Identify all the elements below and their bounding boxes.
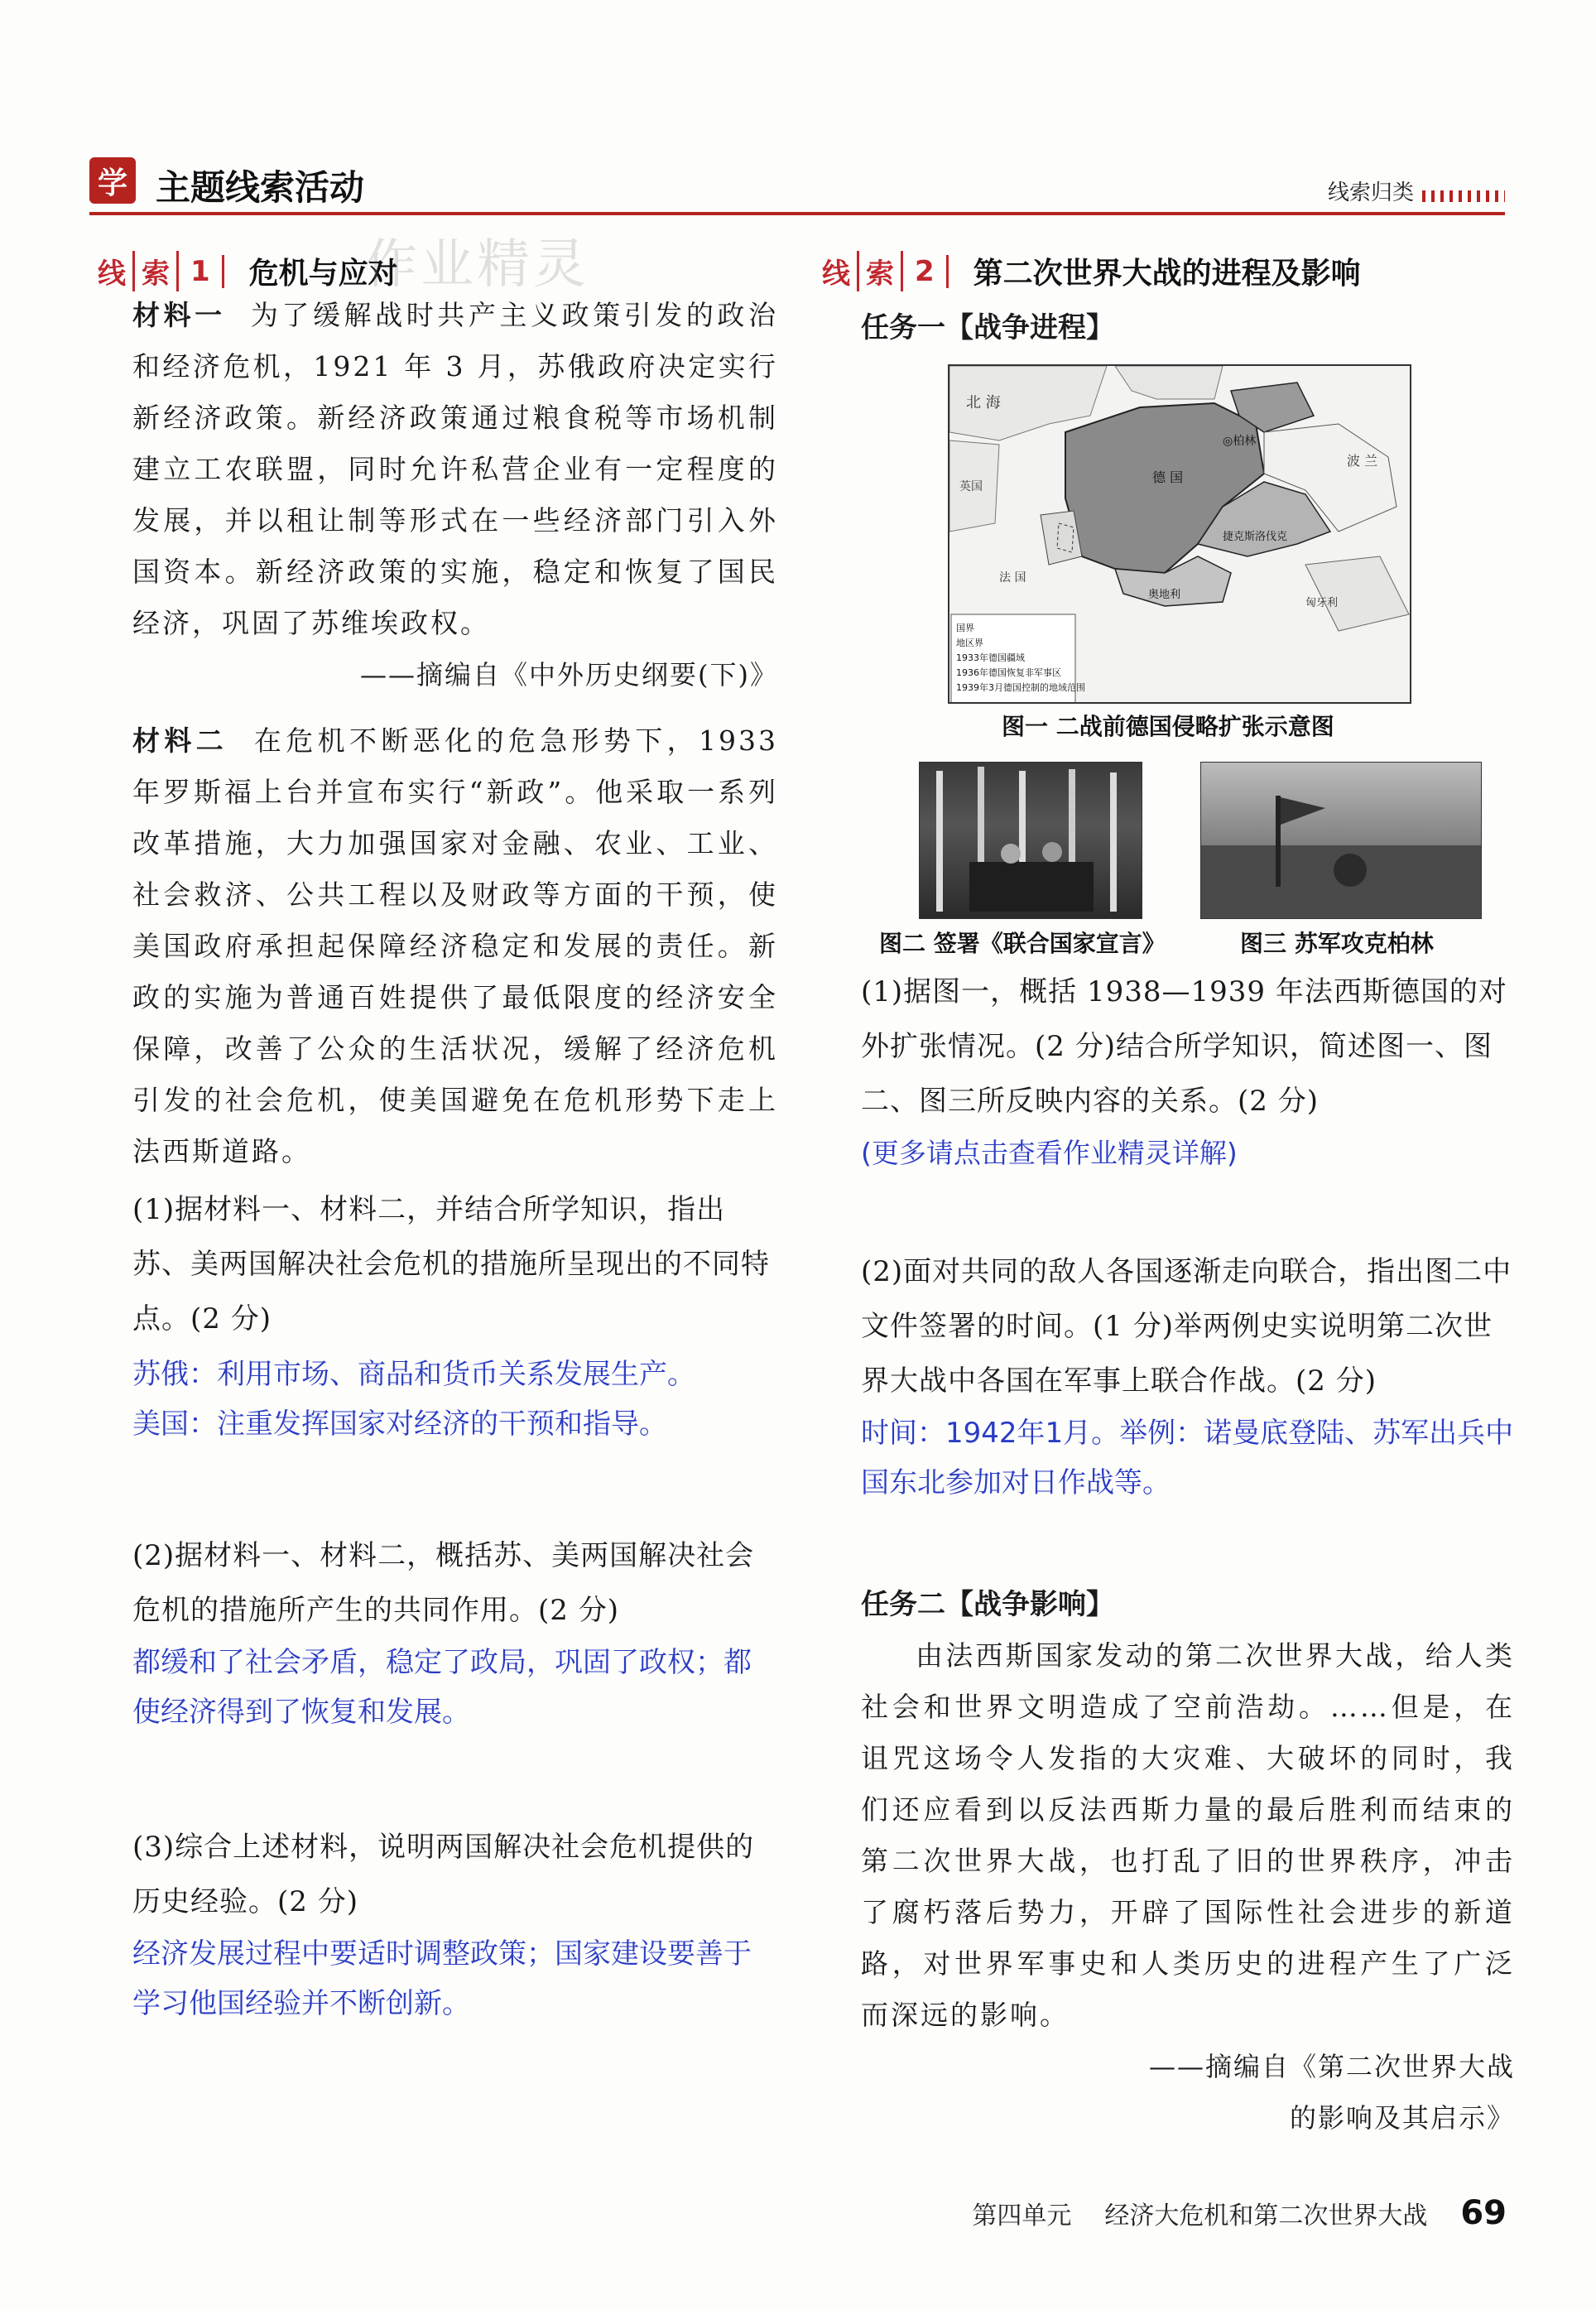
question-3: (3)综合上述材料，说明两国解决社会危机提供的历史经验。(2 分) — [132, 1831, 755, 1918]
section-header — [89, 157, 1505, 215]
map-label-berlin: ◎柏林 — [1223, 435, 1257, 448]
answer-1-line-2: 美国：注重发挥国家对经济的干预和指导。 — [132, 1408, 667, 1441]
task-2-title: 任务二【战争影响】 — [861, 1588, 1114, 1621]
figure-2-photo — [919, 762, 1142, 919]
figure-3-photo — [1200, 762, 1482, 919]
question-1: (1)据材料一、材料二，并结合所学知识，指出苏、美两国解决社会危机的措施所呈现出的不同特点。(2 分) — [132, 1193, 770, 1335]
figure-2-caption: 图二 签署《联合国家宣言》 — [879, 930, 1166, 957]
map-svg — [949, 366, 1411, 704]
question-2: (2)据材料一、材料二，概括苏、美两国解决社会危机的措施所产生的共同作用。(2 分) — [132, 1539, 755, 1627]
material-2-text: 在危机不断恶化的危急形势下，1933 年罗斯福上台并宣布实行“新政”。他采取一系列改革措施，大力加强国家对金融、农业、工业、社会救济、公共工程以及财政等方面的干预，使美国政府承担起保障经济稳定和发展的责任。新政的实施为普通百姓提供了最低限度的经济安全保障，改善了公众的生活状况，缓解了经济危机引发的社会危机，使美国避免在危机形势下走上法西斯道路。 — [132, 724, 779, 1167]
clue-1-label — [91, 250, 398, 292]
material-2-label: 材料二 — [132, 724, 228, 757]
clue-1-title: 危机与应对 — [248, 257, 398, 291]
map-legend-3: 1933年德国疆域 — [956, 652, 1025, 663]
task-2-text: 由法西斯国家发动的第二次世界大战，给人类社会和世界文明造成了空前浩劫。……但是，在诅咒这场令人发指的大灾难、大破坏的同时，我们还应看到以反法西斯力量的最后胜利而结束的第二次世界大战，也打乱了旧的世界秩序，冲击了腐朽落后势力，开辟了国际性社会进步的新道路，对世界军事史和人类历史的进程产生了广泛而深远的影响。 — [861, 1639, 1515, 2031]
answer-3: 经济发展过程中要适时调整政策；国家建设要善于学习他国经验并不断创新。 — [132, 1937, 752, 2020]
map-label-austria: 奥地利 — [1148, 589, 1181, 601]
material-1-label: 材料一 — [132, 299, 226, 331]
clue-2-question-1: (1)据图一，概括 1938—1939 年法西斯德国的对外扩张情况。(2 分)结合所学知识，简述图一、图二、图三所反映内容的关系。(2 分) — [861, 975, 1507, 1118]
map-label-britain: 英国 — [959, 480, 983, 493]
footer-unit-title: 经济大危机和第二次世界大战 — [1104, 2202, 1428, 2231]
clue-2-char-1: 线 — [815, 251, 859, 291]
map-label-czech: 捷克斯洛伐克 — [1223, 531, 1288, 543]
figure-1-caption: 图一 二战前德国侵略扩张示意图 — [1002, 713, 1334, 740]
section-title: 主题线索活动 — [156, 167, 365, 208]
map-label-poland: 波 兰 — [1347, 453, 1378, 469]
germany-expansion-map — [948, 364, 1411, 704]
clue-2-question-2: (2)面对共同的敌人各国逐渐走向联合，指出图二中文件签署的时间。(1 分)举两例史实说明第二次世界大战中各国在军事上联合作战。(2 分) — [861, 1255, 1512, 1398]
page-footer — [972, 2194, 1507, 2232]
clue-2-answer-2: 时间：1942年1月。举例：诺曼底登陆、苏军出兵中国东北参加对日作战等。 — [861, 1417, 1514, 1499]
map-legend-1: 国界 — [956, 623, 974, 633]
more-details-link[interactable]: (更多请点击查看作业精灵详解) — [861, 1137, 1238, 1169]
clue-2-title: 第二次世界大战的进程及影响 — [973, 257, 1361, 291]
answer-1-line-1: 苏俄：利用市场、商品和货币关系发展生产。 — [132, 1358, 695, 1391]
watermark: 作业精灵 — [364, 234, 589, 296]
footer-unit: 第四单元 — [972, 2202, 1072, 2231]
map-label-north-sea: 北 海 — [966, 394, 1001, 411]
left-column — [132, 290, 778, 2028]
answer-2: 都缓和了社会矛盾，稳定了政局，巩固了政权；都使经济得到了恢复和发展。 — [132, 1646, 752, 1729]
map-legend-2: 地区界 — [956, 638, 983, 648]
material-1-text: 为了缓解战时共产主义政策引发的政治和经济危机，1921 年 3 月，苏俄政府决定实行新经济政策。新经济政策通过粮食税等市场机制建立工农联盟，同时允许私营企业有一定程度的发展，并以租让制等形式在一些经济部门引入外国资本。新经济政策的实施，稳定和恢复了国民经济，巩固了苏维埃政权。 — [132, 299, 778, 639]
clue-2-char-2: 索 — [859, 251, 903, 291]
right-column-questions — [861, 965, 1515, 2144]
header-dots-decoration — [1422, 190, 1505, 202]
figure-3-caption: 图三 苏军攻克柏林 — [1240, 930, 1434, 957]
map-legend-4: 1936年德国恢复非军事区 — [956, 667, 1061, 678]
header-divider — [89, 212, 1505, 215]
task-2-source-2: 的影响及其启示》 — [1289, 2102, 1515, 2134]
clue-1-number: 1 — [179, 255, 224, 288]
material-1 — [132, 290, 778, 649]
clue-1-char-1: 线 — [91, 251, 135, 291]
map-legend-5: 1939年3月德国控制的地域范围 — [956, 682, 1085, 693]
clue-2-label — [815, 250, 1361, 292]
material-1-source: ——摘编自《中外历史纲要(下)》 — [360, 659, 778, 691]
page-number: 69 — [1460, 2194, 1507, 2232]
figure-2-svg — [920, 763, 1142, 919]
task-2-source-1: ——摘编自《第二次世界大战 — [1148, 2051, 1515, 2082]
clue-1-char-2: 索 — [135, 251, 179, 291]
material-2 — [132, 715, 778, 1177]
clue-2-number: 2 — [903, 255, 949, 288]
map-label-hungary: 匈牙利 — [1305, 597, 1339, 609]
map-label-france: 法 国 — [999, 571, 1026, 585]
section-icon: 学 — [89, 157, 136, 204]
task-1-title: 任务一【战争进程】 — [861, 311, 1114, 344]
header-category-label: 线索归类 — [1327, 180, 1414, 205]
map-label-germany: 德 国 — [1152, 469, 1184, 485]
figure-3-svg — [1201, 763, 1482, 919]
